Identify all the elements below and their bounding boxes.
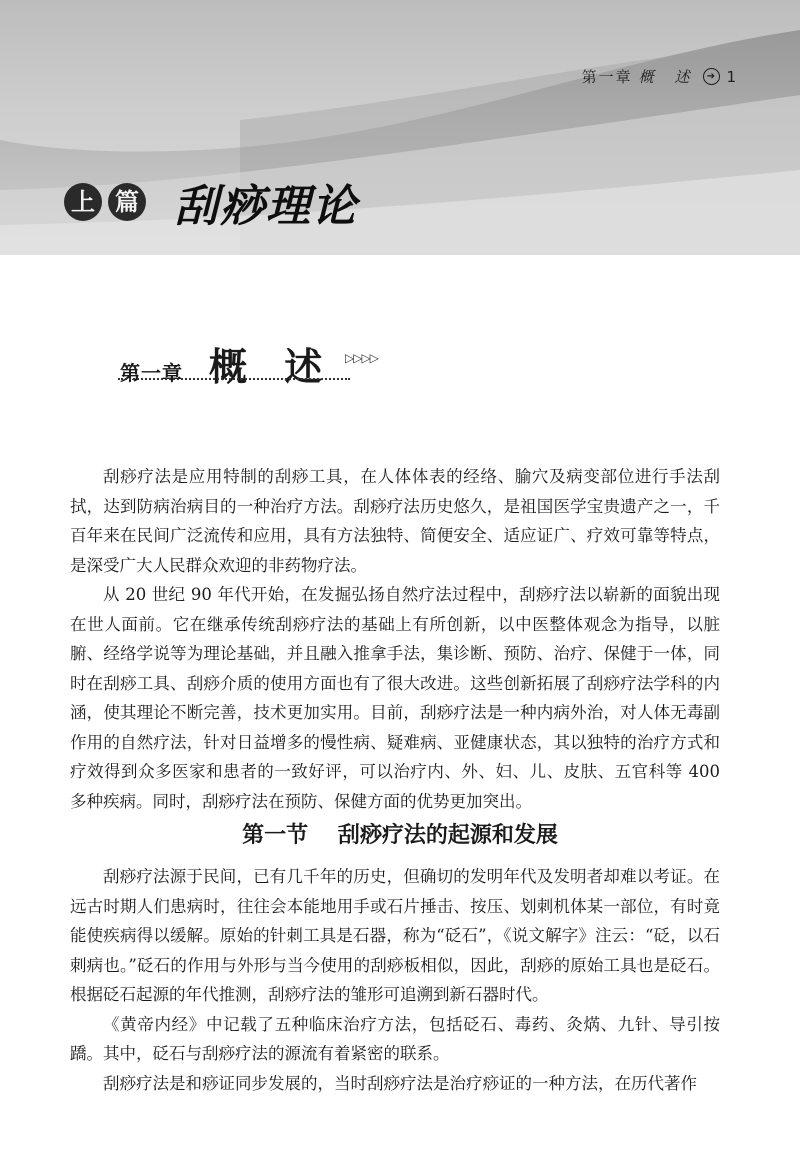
section-title: 刮痧疗法的起源和发展	[337, 823, 558, 848]
part-badge-2: 篇	[108, 183, 146, 221]
intro-paragraph-2: 从 20 世纪 90 年代开始，在发掘弘扬自然疗法过程中，刮痧疗法以崭新的面貌出现在世人面前。它在继承传统刮痧疗法的基础上有所创新，以中医整体观念为指导，以脏腑、经络学说等为理论基础，并且融入推拿手法，集诊断、预防、治疗、保健于一体，同时在刮痧工具、刮痧介质的使用方面也有了很大改进。这些创新拓展了刮痧疗法学科的内涵，使其理论不断完善，技术更加实用。目前，刮痧疗法是一种内病外治，对人体无毒副作用的自然疗法，针对日益增多的慢性病、疑难病、亚健康状态，其以独特的治疗方式和疗效得到众多医家和患者的一致好评，可以治疗内、外、妇、儿、皮肤、五官科等 400 多种疾病。同时，刮痧疗法在预防、保健方面的优势更加突出。	[70, 585, 720, 811]
page-number: 1	[726, 67, 738, 86]
chapter-title: 概 述	[209, 344, 335, 389]
part-name: 刮痧理论	[174, 181, 358, 232]
chapter-label: 第一章	[120, 361, 183, 385]
section-heading	[0, 818, 800, 849]
section-paragraph-2: 《黄帝内经》中记载了五种临床治疗方法，包括砭石、毒药、灸焫、九针、导引按蹻。其中，砭石与刮痧疗法的源流有着紧密的联系。	[70, 1014, 720, 1063]
part-badge-1: 上	[64, 183, 102, 221]
section-number: 第一节	[242, 823, 309, 848]
intro-text	[70, 462, 720, 816]
running-head-chapter: 第一章	[581, 68, 633, 86]
part-title	[64, 170, 358, 234]
chapter-arrow-decoration: ▷▷▷▷	[345, 351, 378, 365]
section-paragraph-1: 刮痧疗法源于民间，已有几千年的历史，但确切的发明年代及发明者却难以考证。在远古时期人们患病时，往往会本能地用手或石片捶击、按压、划刺机体某一部位，有时竟能使疾病得以缓解。原始的针刺工具是石器，称为“砭石”，《说文解字》注云：“砭，以石刺病也。”砭石的作用与外形与当今使用的刮痧板相似，因此，刮痧的原始工具也是砭石。根据砭石起源的年代推测，刮痧疗法的雏形可追溯到新石器时代。	[70, 867, 720, 1004]
chapter-heading	[120, 336, 352, 391]
chapter-dotted-underline	[118, 378, 350, 380]
running-head-chapter-name: 概 述	[638, 68, 698, 86]
section-paragraph-3: 刮痧疗法是和痧证同步发展的，当时刮痧疗法是治疗痧证的一种方法，在历代著作	[103, 1073, 697, 1093]
arrow-right-circle-icon: ➔	[703, 68, 720, 85]
intro-paragraph-1: 刮痧疗法是应用特制的刮痧工具，在人体体表的经络、腧穴及病变部位进行手法刮拭，达到防病治病目的一种治疗方法。刮痧疗法历史悠久，是祖国医学宝贵遗产之一，千百年来在民间广泛流传和应用，具有方法独特、简便安全、适应证广、疗效可靠等特点，是深受广大人民群众欢迎的非药物疗法。	[70, 467, 720, 575]
running-head	[582, 66, 738, 87]
header-banner	[0, 0, 800, 255]
section-text	[70, 862, 720, 1098]
